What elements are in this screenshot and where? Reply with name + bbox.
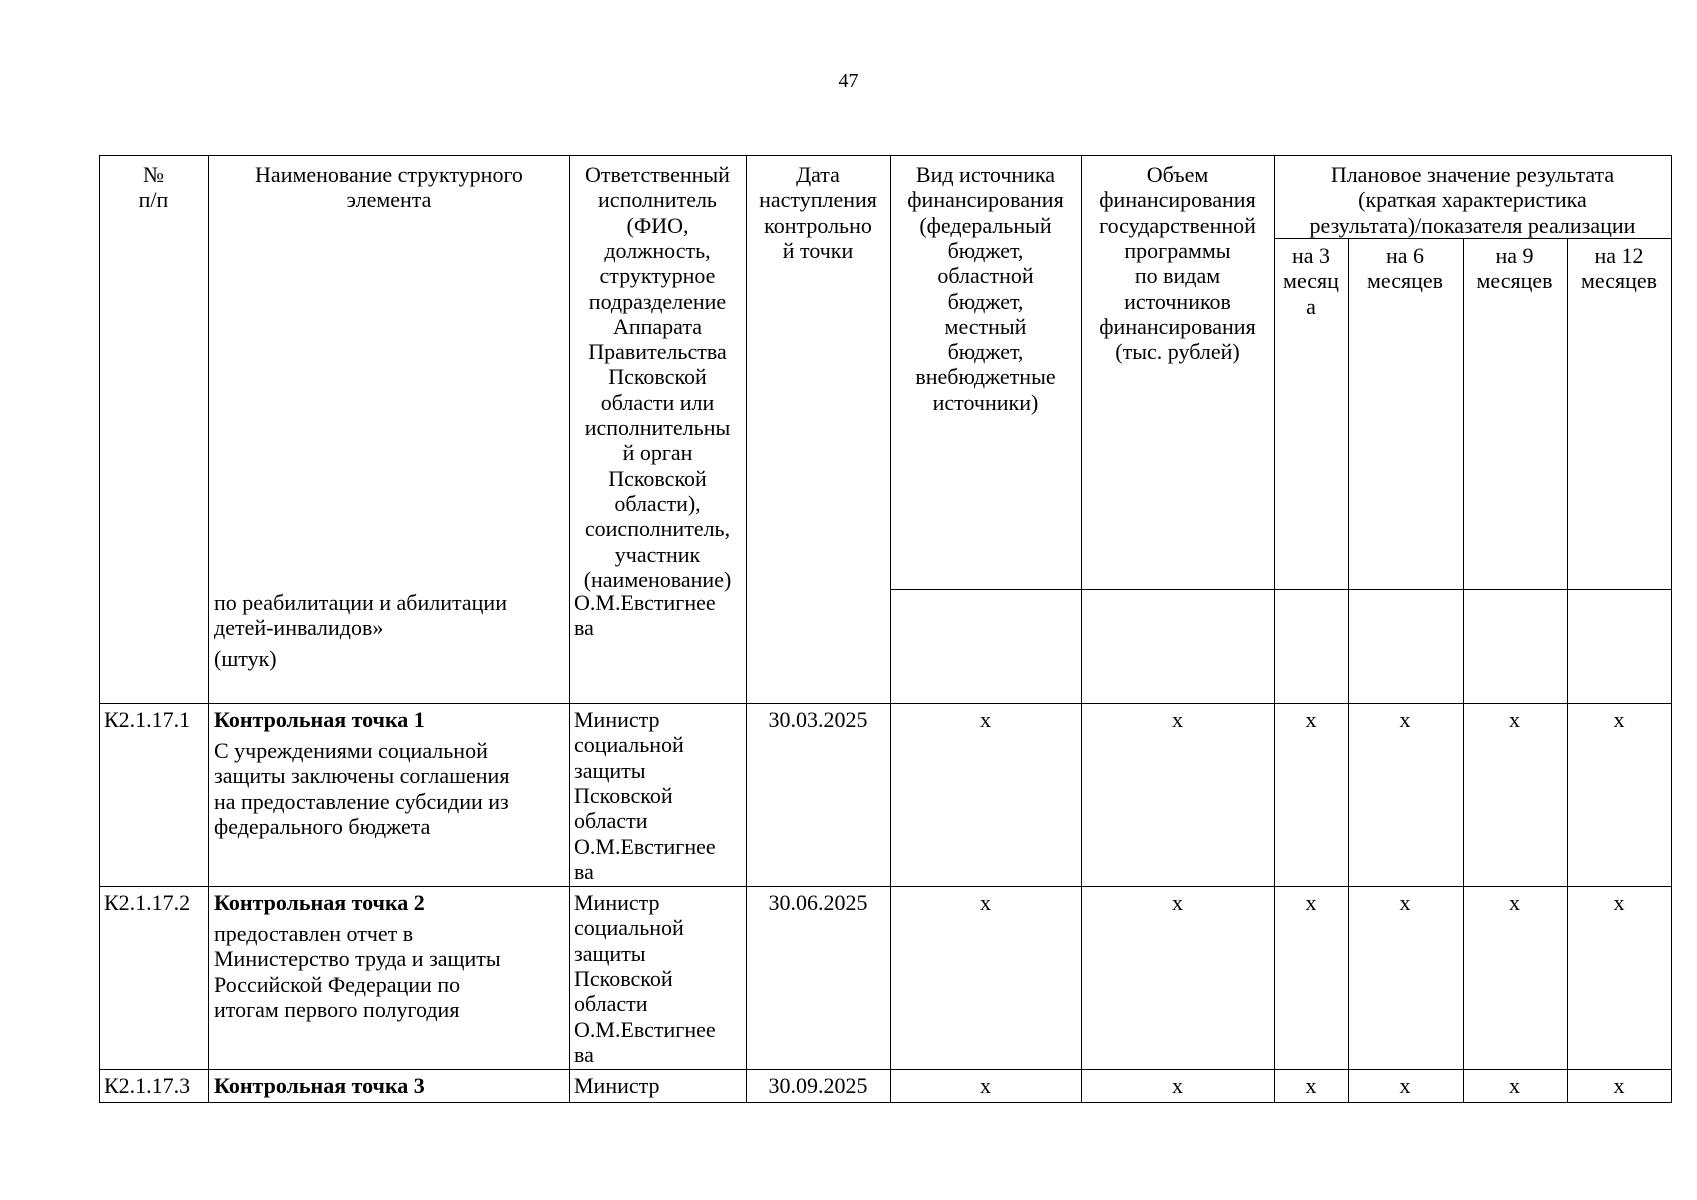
- row-volume: х: [1172, 890, 1183, 915]
- header-source: местный: [944, 313, 1027, 339]
- control-point-description: итогам первого полугодия: [214, 996, 460, 1022]
- row-responsible: защиты: [574, 757, 646, 783]
- header-volume: (тыс. рублей): [1115, 339, 1240, 365]
- row-source: х: [980, 707, 991, 732]
- row-date: 30.09.2025: [768, 1073, 868, 1098]
- row-divider: [890, 589, 1672, 590]
- header-q3: на 3: [1291, 243, 1331, 268]
- control-point-description: С учреждениями социальной: [214, 738, 488, 763]
- row-number: К2.1.17.1: [104, 707, 191, 732]
- header-name: элемента: [346, 187, 432, 213]
- row-responsible: Министр: [574, 1073, 660, 1098]
- row-responsible: защиты: [574, 940, 646, 966]
- row-responsible: социальной: [574, 915, 684, 941]
- row-volume: х: [1172, 1073, 1183, 1098]
- row-date: 30.06.2025: [768, 890, 868, 915]
- header-responsible: соисполнитель,: [584, 516, 731, 542]
- row-responsible: Министр: [574, 890, 660, 915]
- control-point-description: Министерство труда и защиты: [214, 946, 501, 972]
- header-source: Вид источника: [915, 162, 1056, 187]
- header-responsible: Псковской: [608, 364, 707, 390]
- page-number: 47: [838, 70, 859, 92]
- header-responsible: области или: [600, 389, 715, 415]
- header-responsible: Псковской: [608, 465, 707, 491]
- header-responsible: Ответственный: [585, 162, 730, 187]
- header-q6: месяцев: [1366, 268, 1444, 294]
- header-responsible: исполнительны: [584, 415, 731, 440]
- header-responsible: Правительства: [588, 339, 727, 365]
- row-q9: х: [1509, 1073, 1520, 1098]
- row-responsible: ва: [574, 1041, 594, 1067]
- header-date: наступления: [759, 187, 877, 213]
- header-responsible: й орган: [622, 440, 693, 466]
- control-point-description: защиты заключены соглашения: [214, 763, 510, 789]
- control-point-description: федерального бюджета: [214, 813, 431, 839]
- row-q6: х: [1399, 707, 1411, 732]
- continued-unit: (штук): [214, 646, 277, 671]
- header-plan: Плановое значение результата: [1330, 162, 1615, 187]
- header-source: бюджет,: [947, 339, 1024, 365]
- col-divider: [1463, 238, 1464, 1102]
- control-point-description: предоставлен отчет в: [214, 921, 414, 946]
- header-responsible: структурное: [599, 263, 716, 289]
- row-number: К2.1.17.3: [104, 1073, 191, 1098]
- header-num: №: [143, 162, 164, 187]
- header-volume: государственной: [1099, 212, 1256, 238]
- header-responsible: подразделение: [588, 288, 727, 314]
- row-divider: [1274, 238, 1672, 239]
- header-volume: по видам: [1134, 263, 1221, 289]
- header-plan: (краткая характеристика: [1358, 187, 1587, 213]
- row-q12: х: [1613, 1073, 1625, 1098]
- header-source: внебюджетные: [915, 364, 1056, 390]
- header-source: бюджет,: [947, 288, 1024, 314]
- row-responsible: О.М.Евстигнее: [574, 833, 716, 859]
- header-responsible: (ФИО,: [626, 212, 689, 238]
- row-source: х: [980, 1073, 991, 1098]
- header-source: областной: [937, 263, 1034, 289]
- control-point-description: на предоставление субсидии из: [214, 788, 509, 814]
- header-source: (федеральный: [919, 212, 1052, 238]
- control-point-title: Контрольная точка 1: [214, 707, 425, 732]
- row-q3: х: [1305, 890, 1317, 915]
- row-responsible: Псковской: [574, 965, 673, 991]
- header-q12: месяцев: [1580, 268, 1658, 294]
- row-source: х: [980, 890, 991, 915]
- row-q6: х: [1399, 890, 1411, 915]
- row-q6: х: [1399, 1073, 1411, 1098]
- row-volume: х: [1172, 707, 1183, 732]
- row-q9: х: [1509, 707, 1520, 732]
- header-q9: на 9: [1495, 243, 1534, 268]
- header-volume: финансирования: [1099, 313, 1256, 339]
- control-point-title: Контрольная точка 3: [214, 1073, 425, 1098]
- header-responsible: должность,: [604, 237, 711, 263]
- header-q12: на 12: [1594, 243, 1644, 268]
- row-responsible: области: [574, 808, 648, 834]
- row-q12: х: [1613, 707, 1625, 732]
- continued-responsible: О.М.Евстигнее: [574, 590, 716, 615]
- col-divider: [1348, 238, 1349, 1102]
- header-source: финансирования: [907, 187, 1064, 213]
- header-q3: а: [1306, 293, 1316, 319]
- header-plan: результата)/показателя реализации: [1309, 212, 1636, 238]
- row-divider: [100, 1069, 1672, 1070]
- row-divider: [100, 886, 1672, 887]
- header-volume: финансирования: [1099, 187, 1256, 213]
- row-number: К2.1.17.2: [104, 890, 191, 915]
- control-point-description: Российской Федерации по: [214, 971, 461, 997]
- col-divider: [208, 156, 209, 1102]
- header-source: источники): [932, 389, 1039, 415]
- row-responsible: О.М.Евстигнее: [574, 1016, 716, 1042]
- col-divider: [1567, 238, 1568, 1102]
- continued-name: по реабилитации и абилитации: [214, 590, 507, 615]
- header-responsible: области),: [614, 490, 701, 516]
- header-q3: месяц: [1283, 268, 1339, 294]
- header-source: бюджет,: [947, 237, 1024, 263]
- header-q6: на 6: [1385, 243, 1425, 268]
- header-volume: программы: [1124, 237, 1231, 263]
- header-responsible: (наименование): [583, 566, 732, 592]
- header-num: п/п: [138, 187, 169, 213]
- header-responsible: участник: [614, 541, 701, 567]
- row-responsible: социальной: [574, 732, 684, 758]
- row-q12: х: [1613, 890, 1625, 915]
- row-divider: [100, 703, 1672, 704]
- row-date: 30.03.2025: [768, 707, 868, 732]
- col-divider: [746, 156, 747, 1102]
- header-responsible: Аппарата: [612, 313, 703, 339]
- header-date: Дата: [796, 162, 840, 187]
- header-name: Наименование структурного: [255, 162, 523, 187]
- row-q3: х: [1305, 707, 1317, 732]
- continued-name: детей-инвалидов»: [214, 615, 384, 641]
- header-volume: Объем: [1146, 162, 1209, 187]
- row-responsible: области: [574, 991, 648, 1017]
- row-q3: х: [1305, 1073, 1317, 1098]
- control-point-title: Контрольная точка 2: [214, 890, 425, 915]
- header-date: й точки: [782, 237, 854, 263]
- row-responsible: Псковской: [574, 782, 673, 808]
- row-responsible: Министр: [574, 707, 660, 732]
- header-responsible: исполнитель: [598, 187, 717, 213]
- header-date: контрольно: [764, 212, 872, 238]
- header-volume: источников: [1124, 288, 1231, 314]
- row-responsible: ва: [574, 858, 594, 884]
- row-q9: х: [1509, 890, 1520, 915]
- header-q9: месяцев: [1476, 268, 1553, 294]
- continued-responsible: ва: [574, 615, 594, 641]
